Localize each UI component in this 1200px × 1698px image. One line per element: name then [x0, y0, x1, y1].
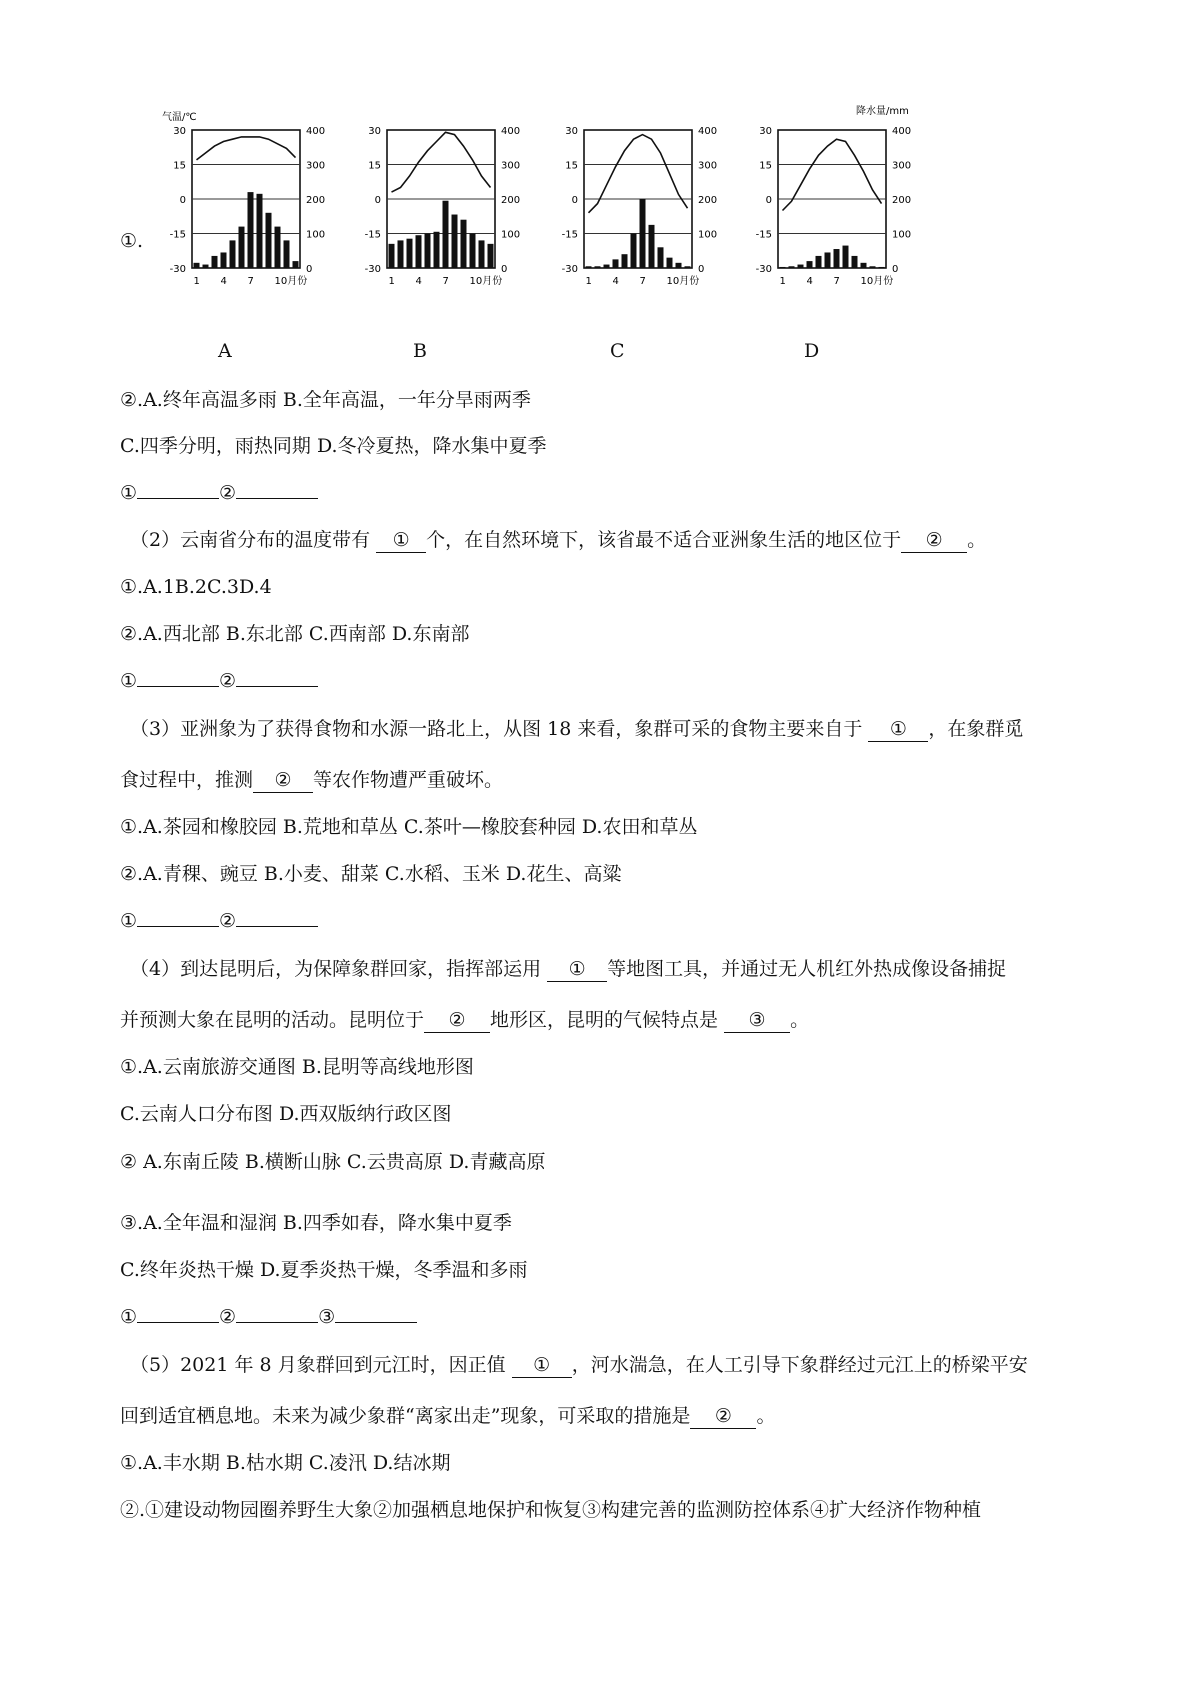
precipitation-bar [604, 265, 610, 268]
temperature-tick-label: 30 [173, 126, 186, 137]
precipitation-bar [789, 266, 795, 268]
month-tick-label: 4 [806, 276, 813, 287]
q4-stem-line1: （4）到达昆明后，为保障象群回家，指挥部运用 ① 等地图工具，并通过无人机红外热成像设备捕捉 [130, 958, 1007, 980]
climate-chart [355, 100, 555, 300]
q3-blank-2[interactable]: ② [253, 768, 313, 793]
temperature-tick-label: -30 [364, 264, 381, 275]
precipitation-bar [622, 254, 628, 268]
precipitation-bar [389, 244, 395, 268]
temperature-tick-label: -15 [755, 229, 772, 241]
chart-label: D [804, 340, 820, 362]
month-tick-label: 4 [612, 276, 619, 287]
precipitation-bar [443, 201, 449, 268]
q4-blank-3[interactable]: ③ [724, 1008, 790, 1033]
q4-blank-2[interactable]: ② [424, 1008, 490, 1033]
q5-blank-2[interactable]: ② [690, 1404, 756, 1429]
precipitation-bar [595, 266, 601, 268]
month-tick-label: 10月份 [666, 276, 700, 287]
precipitation-tick-label: 400 [306, 126, 326, 137]
precipitation-tick-label: 200 [698, 195, 718, 206]
q5-blank-1[interactable]: ① [512, 1353, 572, 1378]
temperature-line [392, 132, 491, 192]
q4-answer-line: ① ② ③ [120, 1302, 417, 1332]
precipitation-bar [416, 235, 422, 268]
month-tick-label: 1 [779, 276, 786, 287]
answer-blank-3[interactable] [335, 1322, 417, 1323]
chart-question-marker: ①. [120, 230, 144, 252]
q5-option-2: ②.①建设动物园圈养野生大象②加强栖息地保护和恢复③构建完善的监测防控体系④扩大经济作物种植 [120, 1499, 982, 1521]
month-tick-label: 1 [585, 276, 592, 287]
answer-blank-2[interactable] [236, 498, 318, 499]
precipitation-bar [293, 261, 299, 268]
temperature-line [589, 135, 688, 213]
answer-label-1: ① [120, 482, 138, 504]
month-tick-label: 4 [220, 276, 227, 287]
precipitation-bar [658, 247, 664, 268]
precipitation-bar [631, 234, 637, 269]
temperature-line [783, 139, 882, 210]
precipitation-tick-label: 200 [306, 195, 326, 206]
climate-chart [552, 100, 752, 300]
answer-blank-1[interactable] [137, 926, 219, 927]
precipitation-tick-label: 0 [306, 264, 313, 275]
month-tick-label: 7 [833, 276, 840, 287]
month-tick-label: 7 [247, 276, 254, 287]
q3-stem-line2: 食过程中，推测 ② 等农作物遭严重破坏。 [120, 769, 504, 791]
answer-blank-1[interactable] [137, 1322, 219, 1323]
temperature-tick-label: 15 [759, 160, 772, 172]
precipitation-tick-label: 100 [306, 229, 326, 241]
precipitation-bar [248, 192, 254, 268]
precipitation-bar [284, 240, 290, 268]
precipitation-tick-label: 200 [892, 195, 912, 206]
precipitation-tick-label: 0 [501, 264, 508, 275]
temperature-tick-label: -15 [169, 229, 186, 241]
q2-option-1: ①.A.1B.2C.3D.4 [120, 576, 272, 598]
precipitation-bar [798, 265, 804, 268]
precipitation-bar [586, 266, 592, 268]
temperature-tick-label: 15 [565, 160, 578, 172]
q1-answer-line [120, 478, 318, 508]
q2-blank-2[interactable]: ② [901, 528, 967, 553]
precipitation-tick-label: 300 [306, 160, 326, 172]
chart-label: A [218, 340, 232, 362]
temperature-tick-label: -15 [561, 229, 578, 241]
climate-chart-svg [552, 100, 752, 300]
temperature-tick-label: -30 [561, 264, 578, 275]
q3-option-1: ①.A.茶园和橡胶园 B.荒地和草丛 C.茶叶—橡胶套种园 D.农田和草丛 [120, 816, 698, 838]
q3-stem-line1: （3）亚洲象为了获得食物和水源一路北上，从图 18 来看，象群可采的食物主要来自于 ① ，在象群觅 [130, 718, 1024, 740]
q4-option-2: ② A.东南丘陵 B.横断山脉 C.云贵高原 D.青藏高原 [120, 1151, 546, 1173]
answer-label-2: ② [219, 482, 237, 504]
month-tick-label: 7 [442, 276, 449, 287]
precipitation-tick-label: 100 [892, 229, 912, 241]
precipitation-bar [640, 199, 646, 268]
q5-option-1: ①.A.丰水期 B.枯水期 C.凌汛 D.结冰期 [120, 1452, 451, 1474]
temperature-axis-title: 气温/℃ [162, 112, 197, 123]
month-tick-label: 1 [388, 276, 395, 287]
precipitation-bar [275, 227, 281, 268]
precipitation-tick-label: 0 [892, 264, 899, 275]
temperature-tick-label: 0 [374, 195, 381, 206]
precipitation-bar [870, 266, 876, 268]
precipitation-tick-label: 200 [501, 195, 521, 206]
temperature-tick-label: 0 [571, 195, 578, 206]
temperature-tick-label: -30 [169, 264, 186, 275]
month-tick-label: 1 [193, 276, 200, 287]
q3-blank-1[interactable]: ① [868, 717, 928, 742]
precipitation-bar [479, 240, 485, 268]
climate-chart-svg [355, 100, 555, 300]
q3-option-2: ②.A.青稞、豌豆 B.小麦、甜菜 C.水稻、玉米 D.花生、高粱 [120, 863, 622, 885]
precipitation-bar [470, 234, 476, 269]
precipitation-tick-label: 300 [501, 160, 521, 172]
precipitation-bar [212, 256, 218, 268]
temperature-tick-label: 15 [368, 160, 381, 172]
precipitation-bar [825, 252, 831, 268]
precipitation-bar [879, 267, 885, 268]
temperature-line [197, 137, 296, 160]
climate-chart-svg [160, 100, 360, 300]
climate-chart [160, 100, 360, 300]
precipitation-axis-title: 降水量/mm [856, 106, 909, 117]
precipitation-bar [221, 252, 227, 268]
temperature-tick-label: -15 [364, 229, 381, 241]
precipitation-tick-label: 300 [698, 160, 718, 172]
q4-option-1-line1: ①.A.云南旅游交通图 B.昆明等高线地形图 [120, 1056, 474, 1078]
precipitation-bar [843, 246, 849, 268]
q2-answer-line: ① ② [120, 666, 318, 696]
temperature-tick-label: 30 [565, 126, 578, 137]
climate-charts-row [120, 100, 980, 380]
q5-stem-line1: （5）2021 年 8 月象群回到元江时，因正值 ① ，河水湍急，在人工引导下象群经过元江上的桥梁平安 [130, 1354, 1028, 1376]
month-tick-label: 7 [639, 276, 646, 287]
temperature-tick-label: 30 [368, 126, 381, 137]
precipitation-tick-label: 400 [892, 126, 912, 137]
precipitation-bar [452, 215, 458, 268]
precipitation-bar [239, 227, 245, 268]
answer-blank-1[interactable] [137, 686, 219, 687]
precipitation-bar [488, 244, 494, 268]
precipitation-tick-label: 400 [501, 126, 521, 137]
chart-label: C [610, 340, 625, 362]
answer-blank-2[interactable] [236, 686, 318, 687]
precipitation-bar [649, 225, 655, 268]
q4-option-3-line2: C.终年炎热干燥 D.夏季炎热干燥，冬季温和多雨 [120, 1259, 528, 1281]
q4-option-1-line2: C.云南人口分布图 D.西双版纳行政区图 [120, 1103, 452, 1125]
q1-option-2-line1: ②.A.终年高温多雨 B.全年高温，一年分旱雨两季 [120, 389, 531, 411]
precipitation-bar [780, 267, 786, 268]
temperature-tick-label: 30 [759, 126, 772, 137]
q4-option-3-line1: ③.A.全年温和湿润 B.四季如春，降水集中夏季 [120, 1212, 512, 1234]
precipitation-tick-label: 0 [698, 264, 705, 275]
q4-blank-1[interactable]: ① [547, 957, 607, 982]
precipitation-bar [676, 263, 682, 268]
precipitation-bar [434, 232, 440, 268]
precipitation-bar [834, 249, 840, 268]
temperature-tick-label: 0 [765, 195, 772, 206]
precipitation-bar [407, 239, 413, 268]
precipitation-bar [807, 261, 813, 268]
q2-option-2: ②.A.西北部 B.东北部 C.西南部 D.东南部 [120, 623, 470, 645]
precipitation-bar [852, 256, 858, 268]
precipitation-bar [861, 263, 867, 268]
precipitation-bar [816, 256, 822, 268]
answer-blank-1[interactable] [137, 498, 219, 499]
q1-option-2-line2: C.四季分明，雨热同期 D.冬冷夏热，降水集中夏季 [120, 435, 547, 457]
precipitation-bar [230, 240, 236, 268]
precipitation-bar [613, 259, 619, 268]
answer-blank-2[interactable] [236, 1322, 318, 1323]
q5-stem-line2: 回到适宜栖息地。未来为减少象群“离家出走”现象，可采取的措施是 ② 。 [120, 1405, 776, 1427]
precipitation-tick-label: 100 [501, 229, 521, 241]
chart-label: B [413, 340, 427, 362]
q3-answer-line: ① ② [120, 906, 318, 936]
month-tick-label: 4 [415, 276, 422, 287]
precipitation-bar [461, 220, 467, 268]
precipitation-tick-label: 100 [698, 229, 718, 241]
climate-chart-svg [746, 100, 946, 300]
q4-stem-line2: 并预测大象在昆明的活动。昆明位于 ② 地形区，昆明的气候特点是 ③ 。 [120, 1009, 810, 1031]
precipitation-bar [425, 234, 431, 269]
temperature-tick-label: 15 [173, 160, 186, 172]
precipitation-bar [194, 263, 200, 268]
temperature-tick-label: 0 [179, 195, 186, 206]
precipitation-bar [257, 194, 263, 268]
precipitation-bar [667, 258, 673, 268]
month-tick-label: 10月份 [274, 276, 308, 287]
precipitation-bar [203, 265, 209, 268]
precipitation-bar [398, 240, 404, 268]
climate-chart [746, 100, 946, 300]
precipitation-tick-label: 400 [698, 126, 718, 137]
precipitation-bar [266, 213, 272, 268]
answer-blank-2[interactable] [236, 926, 318, 927]
temperature-tick-label: -30 [755, 264, 772, 275]
month-tick-label: 10月份 [469, 276, 503, 287]
q2-stem: （2）云南省分布的温度带有 ① 个，在自然环境下，该省最不适合亚洲象生活的地区位于 ② 。 [130, 529, 987, 551]
month-tick-label: 10月份 [860, 276, 894, 287]
precipitation-bar [685, 266, 691, 268]
q2-blank-1[interactable]: ① [376, 528, 426, 553]
precipitation-tick-label: 300 [892, 160, 912, 172]
